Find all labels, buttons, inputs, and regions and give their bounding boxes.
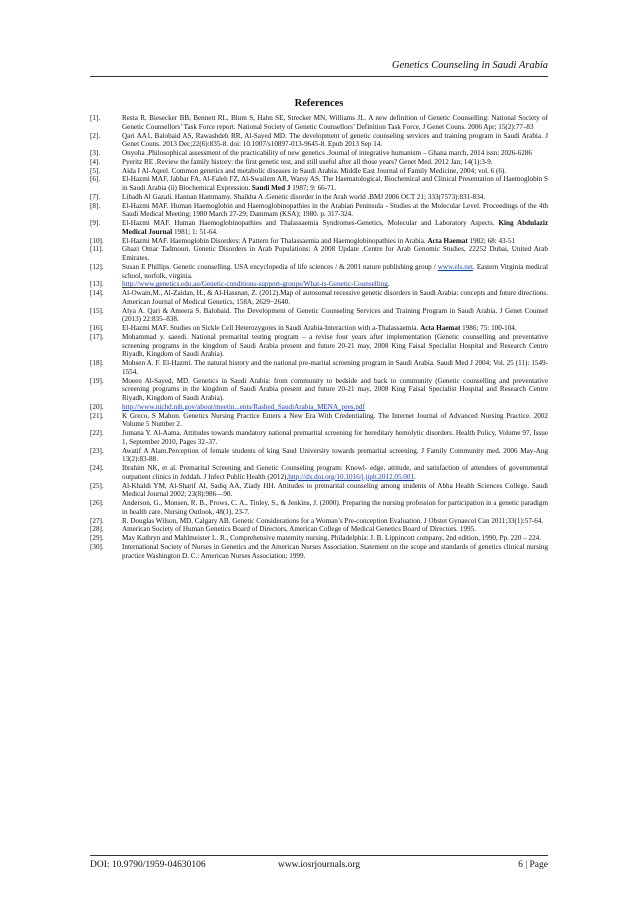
reference-text-segment: Ghazi Omar Tadmouri. Genetic Disorders in Arab Populations: A 2008 Update .Centre for Arab Genomic Studies, 22252 Dubai, United Arab Emirates. xyxy=(122,245,548,262)
reference-number: [9]. xyxy=(90,219,101,227)
reference-text xyxy=(122,525,548,534)
reference-text-segment: Al-Owain,M., Al-Zaidan, H., & Al-Hassnan, Z. (2012).Map of autosomal recessive genetic disorders in Saudi Arabia: concepts and future directions. American Journal of Medical Genetics, 158A, 2629−2640. xyxy=(122,289,548,306)
reference-text-segment: 1987; 9: 66-71. xyxy=(290,184,337,192)
reference-item xyxy=(90,482,548,500)
reference-journal-bold: Acta Haemat xyxy=(420,324,461,332)
reference-text-segment: Susan E Phillips. Genetic counselling. USA encyclopedia of life sciences / & 2001 nature publishing group / xyxy=(122,262,438,271)
reference-number: [2]. xyxy=(90,131,101,140)
reference-text-segment: Mohammad y. saeedi. National premarital testing program – a revise four years after implementation (Genetic counselling and preventative screening programs in the kingdom of Saudi Arabia present and future 20-21 may, 2008 King Faisal Specialist Hospital and Research Centre Riyadh, Kingdom of Saudi Arabia). xyxy=(122,332,548,359)
reference-text xyxy=(122,377,548,403)
reference-text xyxy=(122,333,548,359)
reference-item xyxy=(90,193,548,202)
reference-number: [22]. xyxy=(90,429,104,437)
footer-doi: DOI: 10.9790/1959-04630106 xyxy=(90,860,206,870)
reference-text xyxy=(122,219,548,237)
reference-item xyxy=(90,263,548,281)
reference-number: [18]. xyxy=(90,359,104,367)
reference-text xyxy=(122,499,548,517)
reference-number: [29]. xyxy=(90,534,104,542)
reference-number: [5]. xyxy=(90,166,101,175)
reference-text-segment: El-Hazmi MAF. Human Haemoglobinopathies and Thalassaemia Syndromes-Genetics, Molecular and Laboratory Aspects. xyxy=(122,219,499,227)
reference-text xyxy=(122,263,548,281)
reference-text-segment: Jumana Y. Al-Aama. Attitudes towards mandatory national premarital screening for hereditary hemolytic disorders. Health Policy, Volume 97, Issue 1, September 2010, Pages 32–37. xyxy=(122,429,548,446)
reference-link[interactable]: http://www.genetics.edu.au/Genetic-conditions-support-groups/What-is-Genetic-Counselling xyxy=(122,280,388,289)
reference-link[interactable]: www.els.net xyxy=(437,262,473,271)
reference-number: [23]. xyxy=(90,446,104,455)
references-list xyxy=(90,114,548,560)
reference-text-segment: Anderson, G., Monsen, R. B., Prows, C. A., Tinley, S., & Jenkins, J. (2000). Preparing the nursing profession for participation in a genetic paradigm in health care. Nursing Outlook, 48(1), 23-7. xyxy=(122,499,548,516)
reference-number: [12]. xyxy=(90,262,104,271)
reference-item xyxy=(90,175,548,193)
reference-text-segment: K Greco, S Mahon. Genetics Nursing Practice Enters a New Era With Credentialing. The Internet Journal of Advanced Nursing Practice. 2002 Volume 5 Number 2. xyxy=(122,411,548,429)
reference-number: [20]. xyxy=(90,402,104,411)
reference-text-segment: El-Hazmi MAF. Studies on Sickle Cell Heterozygotes in Saudi Arabia-Interaction with a-Thalassaemia. xyxy=(122,324,421,332)
reference-item xyxy=(90,412,548,430)
header-divider xyxy=(90,76,548,77)
reference-text xyxy=(122,359,548,377)
reference-text xyxy=(122,412,548,430)
reference-item xyxy=(90,132,548,150)
reference-number: [1]. xyxy=(90,114,101,122)
reference-text xyxy=(122,202,548,220)
reference-text xyxy=(122,193,548,202)
reference-item xyxy=(90,237,548,246)
reference-number: [8]. xyxy=(90,201,101,210)
reference-number: [21]. xyxy=(90,411,104,420)
reference-text-segment: May Kathryn and Mahlmeister L. R., Comprehensive maternity nursing, Philadelphia: J. B. Lippincott company, 2nd edition, 1990, Pp. 220 – 224. xyxy=(122,534,541,542)
reference-text xyxy=(122,175,548,193)
reference-text xyxy=(122,158,548,167)
reference-number: [16]. xyxy=(90,324,104,332)
reference-item xyxy=(90,429,548,447)
reference-text-segment: El-Hazmi MAF. Human Haemoglobin and Haemoglobinopathies in the Arabian Peninsula - Studies at the Molecular Level. Proceedings of the 4th Saudi Medical Meeting; 1980 March 27-29; Dammam (KSA); 1980. p. 317-324. xyxy=(122,201,548,219)
reference-text-segment: 1982; 68: 43-51 xyxy=(467,236,516,245)
reference-item xyxy=(90,149,548,158)
reference-number: [10]. xyxy=(90,236,104,245)
reference-item xyxy=(90,464,548,482)
reference-item xyxy=(90,447,548,465)
reference-text xyxy=(122,403,548,412)
reference-journal-bold: King Abdulaziz Medical Journal xyxy=(122,219,548,236)
reference-text xyxy=(122,167,548,176)
reference-text xyxy=(122,447,548,465)
reference-text-segment: 1981; 1: 51-64. xyxy=(172,227,218,236)
reference-text xyxy=(122,114,548,132)
reference-item xyxy=(90,307,548,325)
reference-item xyxy=(90,219,548,237)
reference-text-segment: Onyoha .Philosophical assessment of the practicability of new genetics .Journal of integrative humanism – Ghana march, 2014 issn: 2026-6286 xyxy=(122,149,532,157)
reference-text xyxy=(122,149,548,158)
reference-number: [11]. xyxy=(90,245,104,254)
reference-text xyxy=(122,289,548,307)
reference-number: [15]. xyxy=(90,306,104,315)
reference-text xyxy=(122,280,548,289)
footer-divider xyxy=(90,855,548,856)
reference-text-segment: . xyxy=(414,472,416,481)
reference-number: [3]. xyxy=(90,149,101,157)
reference-text-segment: . Eastern Virginia medical school, norfolk, virginia. xyxy=(122,262,549,280)
reference-text xyxy=(122,482,548,500)
reference-text-segment: Lihadh Al Gazali. Hannan Hammamy. Shaikha A .Genetic disorder in the Arab world .BMJ 2006 OCT 21; 333(7573):831-834. xyxy=(122,192,486,201)
reference-text xyxy=(122,464,548,482)
reference-text-segment: Pyeritz RE .Review the family history: the first genetic test, and still useful after all those years? Genet Med. 2012 Jan; 14(1):3-9. xyxy=(122,157,493,166)
reference-text-segment: Aida I Al-Aqeel. Common genetics and metabolic diseases in Saudi Arabia. Middle East Journal of Family Medicine, 2004; vol. 6 (6). xyxy=(122,166,507,175)
reference-text-segment: American Society of Human Genetics Board of Directors, American College of Medical Genetics Board of Directors. 1995. xyxy=(122,525,476,534)
reference-text-segment: Qari AA1, Balobaid AS, Rawashdeh RR, Al-Sayed MD. The development of genetic counseling services and training program in Saudi Arabia. J Genet Couns. 2013 Dec;22(6):835-8. doi: 10.1007/s10897-013-9645-8. Epub 2013 Sep 14. xyxy=(122,131,548,149)
reference-text-segment: Alya A. Qari & Ameera S. Balobaid. The Development of Genetic Counseling Services and Training Program in Saudi Arabia. J Genet Counsel (2013) 22:835–838. xyxy=(122,306,548,324)
reference-text-segment: . xyxy=(387,280,390,289)
reference-number: [24]. xyxy=(90,464,104,472)
reference-number: [4]. xyxy=(90,157,101,166)
reference-item xyxy=(90,167,548,176)
footer-page-number: 6 | Page xyxy=(518,860,548,870)
reference-item xyxy=(90,289,548,307)
reference-item xyxy=(90,377,548,403)
reference-item xyxy=(90,543,548,561)
reference-number: [30]. xyxy=(90,542,104,551)
reference-text xyxy=(122,237,548,246)
reference-number: [27]. xyxy=(90,516,104,525)
reference-item xyxy=(90,534,548,543)
reference-item xyxy=(90,359,548,377)
reference-item xyxy=(90,114,548,132)
reference-text-segment: R. Douglas Wilson, MD, Calgary AB. Genetic Considerations for a Woman’s Pre-conception Evaluation. J Obstet Gynaecol Can 2011;33(1):57-64. xyxy=(122,516,544,525)
reference-number: [26]. xyxy=(90,499,104,507)
reference-number: [28]. xyxy=(90,525,104,534)
reference-text xyxy=(122,245,548,263)
reference-item xyxy=(90,245,548,263)
reference-text-segment: Awatif A Alam.Perception of female students of king Saud University towards premarital screening. J Family Community med. 2006 May-Aug 13(2):83-88. xyxy=(122,446,548,464)
reference-item xyxy=(90,499,548,517)
reference-journal-bold: Acta Haemat xyxy=(427,236,468,245)
reference-text-segment: El-Hazmi MAF, Jabbar FA, Al-Faleh FZ, Al-Swailem AR, Warsy AS. The Haematological, Biochemical and Clinical Presentation of Haemoglobin S in Saudi Arabia (ii) Biochemical Expression. xyxy=(122,175,548,192)
reference-item xyxy=(90,202,548,220)
reference-number: [13]. xyxy=(90,280,104,289)
reference-text xyxy=(122,429,548,447)
reference-text-segment: Moeen Al-Sayed, MD. Genetics in Saudi Arabia: from community to bedside and back to community (Genetic counselling and preventative screening programs in the kingdom of Saudi Arabia present and future 20-21 may, 2008 King Faisal Specialist Hospital and Research Centre Riyadh, Kingdom of Saudi Arabia). xyxy=(122,376,548,402)
footer-website: www.iosrjournals.org xyxy=(277,860,361,870)
reference-text-segment: Al-Khaldi YM, Al-Sharif AI, Sadiq AA, Ziady HH. Attitudes to premarital counseling among students of Abha Health Sciences College. Saudi Medical Journal 2002; 23(8):986—90. xyxy=(122,481,548,499)
references-heading: References xyxy=(294,98,344,109)
reference-text-segment: Ibrahim NK, et al. Premarital Screening and Genetic Counseling program: Knowl- edge, attitude, and satisfaction of attendees of governmental outpatient clinics in Jeddah. J Infect Public Health (2012), xyxy=(122,464,548,481)
reference-item xyxy=(90,517,548,526)
reference-item xyxy=(90,324,548,333)
reference-number: [14]. xyxy=(90,289,104,297)
reference-link[interactable]: http://www.nichd.nih.gov/about/meetin...ents/Rashed_SaudiArabia_MENA_pres.pdf xyxy=(122,402,365,411)
reference-item xyxy=(90,333,548,359)
reference-text-segment: El-Hazmi MAF. Haemoglobin Disorders: A Pattern for Thalassaemia and Haemoglobinopathies in Arabia. xyxy=(122,236,428,245)
reference-item xyxy=(90,280,548,289)
reference-text xyxy=(122,324,548,333)
reference-number: [17]. xyxy=(90,332,104,341)
reference-journal-bold: Saudi Med J xyxy=(251,184,291,192)
reference-text-segment: International Society of Nurses in Genetics and the American Nurses Association. Statement on the scope and standards of genetics clinical nursing practice Washington D. C.: American Nurses Association; 1999. xyxy=(122,542,548,560)
running-header-title: Genetics Counseling in Saudi Arabia xyxy=(391,60,548,71)
reference-number: [25]. xyxy=(90,481,104,490)
reference-text-segment: Mohsen A. F. El-Hazmi. The natural history and the national pre-marital screening program in Saudi Arabia. Saudi Med J 2004; Vol. 25 (11): 1549-1554. xyxy=(122,359,548,376)
reference-text xyxy=(122,307,548,325)
reference-link[interactable]: http://dx.doi.org/10.1016/j.jiph.2012.05.001 xyxy=(288,472,415,481)
reference-item xyxy=(90,403,548,412)
reference-number: [6]. xyxy=(90,175,101,184)
reference-number: [7]. xyxy=(90,192,101,201)
reference-text-segment: Resta R, Biesecker BB, Bennett RL, Blum S, Hahn SE, Strecker MN, Williams JL. A new definition of Genetic Counselling: National Society of Genetic Counsellors’ Task Force report. National Society of Genetic Counsellors’ Definition Task Force, J Genet Couns. 2006 Apr; 15(2):77–83 xyxy=(122,114,548,131)
reference-item xyxy=(90,525,548,534)
reference-text xyxy=(122,543,548,561)
reference-text-segment: 1986; 75: 100-104. xyxy=(460,324,517,332)
reference-text xyxy=(122,517,548,526)
reference-item xyxy=(90,158,548,167)
reference-text xyxy=(122,132,548,150)
reference-number: [19]. xyxy=(90,376,104,385)
reference-text xyxy=(122,534,548,543)
